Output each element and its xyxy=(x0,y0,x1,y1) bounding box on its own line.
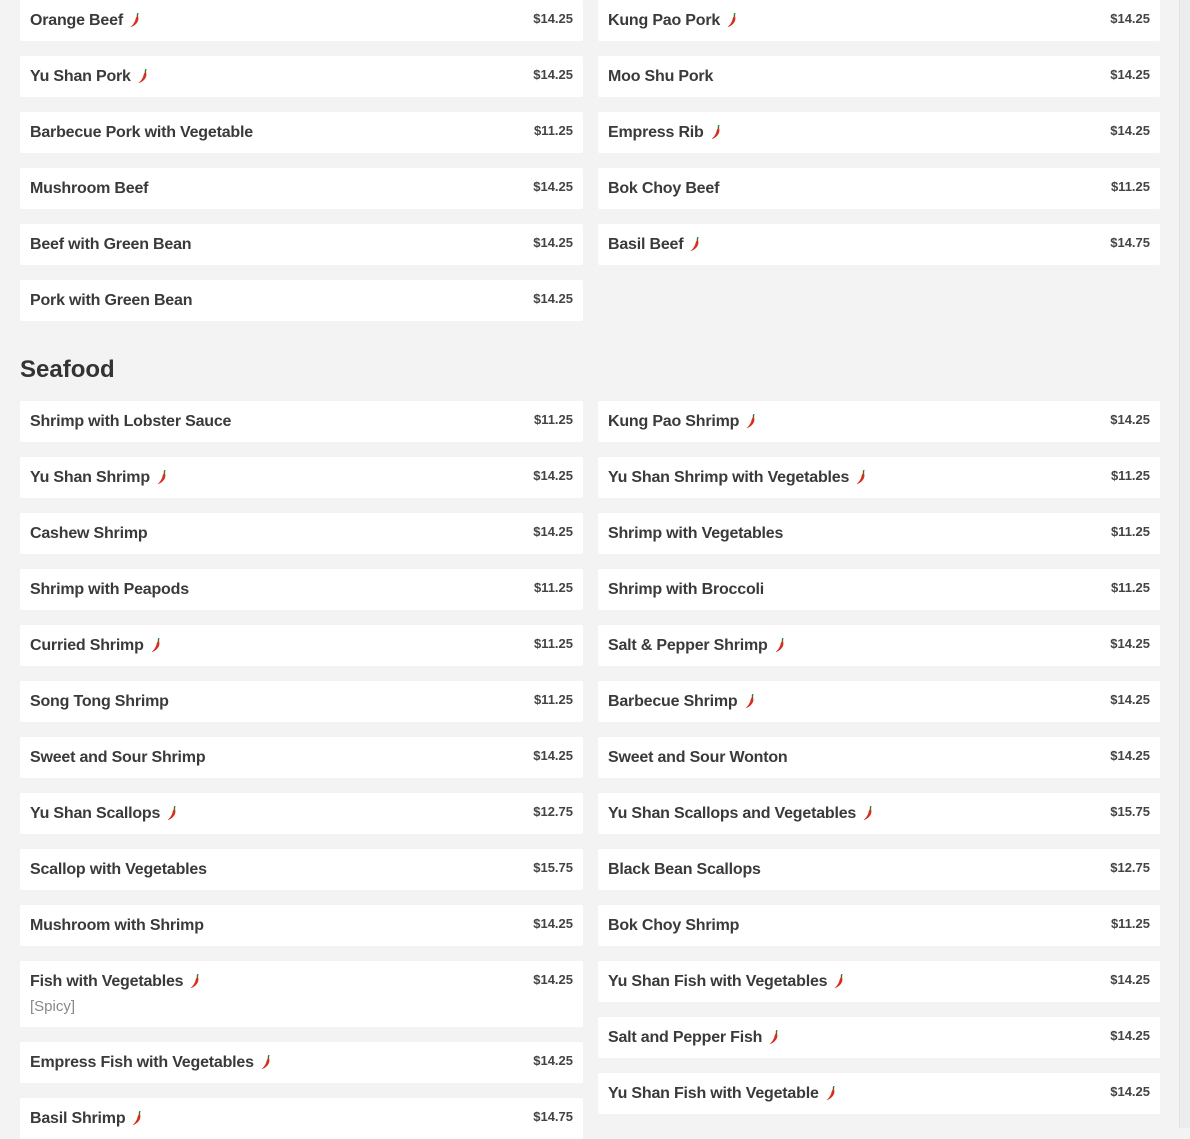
menu-item-price: $14.25 xyxy=(533,179,573,194)
menu-item-price: $14.25 xyxy=(533,11,573,26)
menu-item-card[interactable] xyxy=(598,224,1160,265)
menu-item-card[interactable] xyxy=(20,681,583,722)
menu-item-card[interactable] xyxy=(20,168,583,209)
menu-item-price: $11.25 xyxy=(533,692,573,707)
menu-column-right xyxy=(598,0,1160,265)
menu-item-price: $15.75 xyxy=(533,860,573,875)
menu-item-name-row xyxy=(30,681,573,722)
menu-item-price: $11.25 xyxy=(533,580,573,595)
menu-item-price: $11.25 xyxy=(1110,916,1150,931)
menu-item-name-row xyxy=(608,401,1150,442)
menu-item-name: Basil Shrimp xyxy=(30,1109,126,1127)
menu-item-price: $14.25 xyxy=(1110,636,1150,651)
menu-item-card[interactable] xyxy=(598,0,1160,41)
menu-item-price: $11.25 xyxy=(1110,524,1150,539)
chili-pepper-icon xyxy=(130,13,140,28)
chili-pepper-icon xyxy=(167,806,177,821)
menu-item-price: $14.25 xyxy=(1110,972,1150,987)
menu-item-card[interactable] xyxy=(20,112,583,153)
menu-item-card[interactable] xyxy=(20,1042,583,1083)
menu-item-price: $14.25 xyxy=(1110,11,1150,26)
menu-item-price: $12.75 xyxy=(533,804,573,819)
menu-item-card[interactable] xyxy=(20,737,583,778)
menu-item-name: Kung Pao Shrimp xyxy=(608,412,740,430)
menu-item-name-row xyxy=(30,793,573,834)
menu-item-name: Kung Pao Pork xyxy=(608,11,721,29)
menu-item-name-row xyxy=(30,224,573,265)
section-title-seafood: Seafood xyxy=(20,356,115,383)
menu-item-name-row xyxy=(30,961,573,1002)
menu-item-name-row xyxy=(30,737,573,778)
menu-item-name: Shrimp with Vegetables xyxy=(608,524,784,542)
menu-item-card[interactable] xyxy=(20,849,583,890)
menu-item-name: Mushroom Beef xyxy=(30,179,149,197)
menu-item-price: $11.25 xyxy=(1110,580,1150,595)
chili-pepper-icon xyxy=(826,1086,836,1101)
menu-item-card[interactable] xyxy=(598,401,1160,442)
menu-item-price: $14.25 xyxy=(1110,412,1150,427)
menu-item-card[interactable] xyxy=(598,569,1160,610)
menu-item-name-row xyxy=(608,56,1150,97)
menu-item-card[interactable] xyxy=(598,1073,1160,1114)
menu-item-name: Shrimp with Peapods xyxy=(30,580,189,598)
menu-item-name: Yu Shan Shrimp xyxy=(30,468,150,486)
menu-item-name-row xyxy=(608,681,1150,722)
menu-item-name-row xyxy=(608,1073,1150,1114)
menu-item-price: $11.25 xyxy=(1110,179,1150,194)
chili-pepper-icon xyxy=(157,470,167,485)
menu-item-name: Mushroom with Shrimp xyxy=(30,916,204,934)
menu-item-card[interactable] xyxy=(598,625,1160,666)
menu-item-name-row xyxy=(608,793,1150,834)
menu-item-price: $14.25 xyxy=(533,291,573,306)
menu-item-card[interactable] xyxy=(20,961,583,1027)
menu-item-name-row xyxy=(30,457,573,498)
menu-item-card[interactable] xyxy=(598,168,1160,209)
menu-item-name-row xyxy=(30,849,573,890)
menu-item-name: Bok Choy Beef xyxy=(608,179,720,197)
menu-item-card[interactable] xyxy=(20,56,583,97)
menu-item-name-row xyxy=(30,168,573,209)
menu-item-name: Scallop with Vegetables xyxy=(30,860,207,878)
menu-item-name: Yu Shan Shrimp with Vegetables xyxy=(608,468,850,486)
menu-item-name-row xyxy=(30,905,573,946)
menu-item-card[interactable] xyxy=(598,1017,1160,1058)
menu-item-name: Salt & Pepper Shrimp xyxy=(608,636,768,654)
menu-item-name-row xyxy=(30,1098,573,1139)
menu-column-left xyxy=(20,401,583,1139)
menu-item-name: Orange Beef xyxy=(30,11,123,29)
menu-item-card[interactable] xyxy=(20,569,583,610)
chili-pepper-icon xyxy=(863,806,873,821)
menu-item-name: Yu Shan Pork xyxy=(30,67,131,85)
menu-item-name-row xyxy=(30,401,573,442)
menu-item-card[interactable] xyxy=(20,280,583,321)
menu-item-card[interactable] xyxy=(598,737,1160,778)
menu-item-name: Black Bean Scallops xyxy=(608,860,761,878)
menu-item-price: $11.25 xyxy=(533,123,573,138)
menu-item-name-row xyxy=(608,1017,1150,1058)
menu-item-price: $15.75 xyxy=(1110,804,1150,819)
chili-pepper-icon xyxy=(775,638,785,653)
menu-item-name: Empress Fish with Vegetables xyxy=(30,1053,254,1071)
menu-item-price: $14.25 xyxy=(533,1053,573,1068)
menu-item-price: $14.25 xyxy=(533,916,573,931)
menu-item-price: $14.25 xyxy=(1110,1028,1150,1043)
menu-item-card[interactable] xyxy=(20,1098,583,1139)
menu-item-price: $11.25 xyxy=(533,636,573,651)
menu-item-card[interactable] xyxy=(598,961,1160,1002)
menu-item-name: Yu Shan Fish with Vegetable xyxy=(608,1084,819,1102)
menu-item-card[interactable] xyxy=(598,56,1160,97)
menu-item-name-row xyxy=(608,625,1150,666)
menu-item-name: Barbecue Pork with Vegetable xyxy=(30,123,253,141)
menu-item-name-row xyxy=(30,513,573,554)
menu-item-name: Song Tong Shrimp xyxy=(30,692,169,710)
menu-item-price: $11.25 xyxy=(1110,468,1150,483)
chili-pepper-icon xyxy=(769,1030,779,1045)
menu-item-name-row xyxy=(608,457,1150,498)
chili-pepper-icon xyxy=(711,125,721,140)
menu-item-name: Shrimp with Broccoli xyxy=(608,580,765,598)
menu-item-name-row xyxy=(30,569,573,610)
menu-item-name: Yu Shan Scallops xyxy=(30,804,161,822)
menu-item-price: $14.25 xyxy=(1110,692,1150,707)
menu-item-name-row xyxy=(30,56,573,97)
menu-item-price: $14.25 xyxy=(533,972,573,987)
menu-item-name: Beef with Green Bean xyxy=(30,235,192,253)
menu-item-name-row xyxy=(608,961,1150,1002)
menu-item-price: $14.25 xyxy=(533,524,573,539)
menu-item-card[interactable] xyxy=(20,457,583,498)
chili-pepper-icon xyxy=(132,1111,142,1126)
menu-item-card[interactable] xyxy=(20,793,583,834)
menu-item-name-row xyxy=(608,224,1150,265)
menu-column-left xyxy=(20,0,583,321)
menu-item-name-row xyxy=(608,905,1150,946)
chili-pepper-icon xyxy=(856,470,866,485)
menu-item-name: Moo Shu Pork xyxy=(608,67,714,85)
menu-item-card[interactable] xyxy=(20,905,583,946)
menu-item-price: $14.25 xyxy=(533,235,573,250)
menu-section-seafood xyxy=(20,401,1160,1139)
menu-item-name: Sweet and Sour Wonton xyxy=(608,748,788,766)
menu-item-name-row xyxy=(30,112,573,153)
menu-item-card[interactable] xyxy=(598,681,1160,722)
menu-item-name: Empress Rib xyxy=(608,123,704,141)
menu-item-price: $14.25 xyxy=(1110,67,1150,82)
menu-item-card[interactable] xyxy=(598,793,1160,834)
menu-item-name: Barbecue Shrimp xyxy=(608,692,738,710)
menu-item-name-row xyxy=(608,0,1150,41)
menu-item-price: $12.75 xyxy=(1110,860,1150,875)
menu-item-name: Yu Shan Fish with Vegetables xyxy=(608,972,828,990)
menu-item-card[interactable] xyxy=(598,849,1160,890)
menu-item-name: Shrimp with Lobster Sauce xyxy=(30,412,232,430)
menu-item-name-row xyxy=(30,0,573,41)
chili-pepper-icon xyxy=(746,414,756,429)
chili-pepper-icon xyxy=(834,974,844,989)
menu-item-name: Yu Shan Scallops and Vegetables xyxy=(608,804,857,822)
menu-section-beef-pork xyxy=(20,0,1160,321)
menu-item-price: $14.75 xyxy=(533,1109,573,1124)
menu-item-price: $14.75 xyxy=(1110,235,1150,250)
menu-item-name: Pork with Green Bean xyxy=(30,291,193,309)
menu-item-card[interactable] xyxy=(20,224,583,265)
menu-item-note: [Spicy] xyxy=(30,998,76,1015)
chili-pepper-icon xyxy=(690,237,700,252)
menu-item-name: Cashew Shrimp xyxy=(30,524,148,542)
menu-item-name: Salt and Pepper Fish xyxy=(608,1028,763,1046)
menu-item-card[interactable] xyxy=(20,401,583,442)
menu-item-name-row xyxy=(608,168,1150,209)
menu-item-price: $14.25 xyxy=(533,748,573,763)
menu-item-card[interactable] xyxy=(598,112,1160,153)
menu-item-price: $14.25 xyxy=(1110,748,1150,763)
menu-item-card[interactable] xyxy=(20,513,583,554)
menu-item-card[interactable] xyxy=(20,0,583,41)
menu-item-card[interactable] xyxy=(598,513,1160,554)
menu-item-price: $14.25 xyxy=(533,67,573,82)
menu-item-price: $11.25 xyxy=(533,412,573,427)
menu-column-right xyxy=(598,401,1160,1114)
menu-item-card[interactable] xyxy=(598,457,1160,498)
menu-item-price: $14.25 xyxy=(533,468,573,483)
menu-item-name: Bok Choy Shrimp xyxy=(608,916,740,934)
chili-pepper-icon xyxy=(727,13,737,28)
menu-item-price: $14.25 xyxy=(1110,123,1150,138)
page-scrollbar[interactable] xyxy=(1179,0,1190,1128)
menu-item-name: Fish with Vegetables xyxy=(30,972,184,990)
chili-pepper-icon xyxy=(151,638,161,653)
chili-pepper-icon xyxy=(261,1055,271,1070)
chili-pepper-icon xyxy=(190,974,200,989)
menu-item-name: Basil Beef xyxy=(608,235,684,253)
menu-item-name-row xyxy=(608,849,1150,890)
chili-pepper-icon xyxy=(138,69,148,84)
menu-item-name: Curried Shrimp xyxy=(30,636,144,654)
menu-item-card[interactable] xyxy=(598,905,1160,946)
menu-item-name-row xyxy=(608,513,1150,554)
menu-item-card[interactable] xyxy=(20,625,583,666)
menu-item-name-row xyxy=(30,280,573,321)
menu-item-price: $14.25 xyxy=(1110,1084,1150,1099)
menu-item-name-row xyxy=(608,569,1150,610)
menu-item-name-row xyxy=(608,737,1150,778)
menu-item-name-row xyxy=(30,1042,573,1083)
chili-pepper-icon xyxy=(745,694,755,709)
menu-item-name-row xyxy=(30,625,573,666)
menu-item-name-row xyxy=(608,112,1150,153)
menu-item-name: Sweet and Sour Shrimp xyxy=(30,748,206,766)
